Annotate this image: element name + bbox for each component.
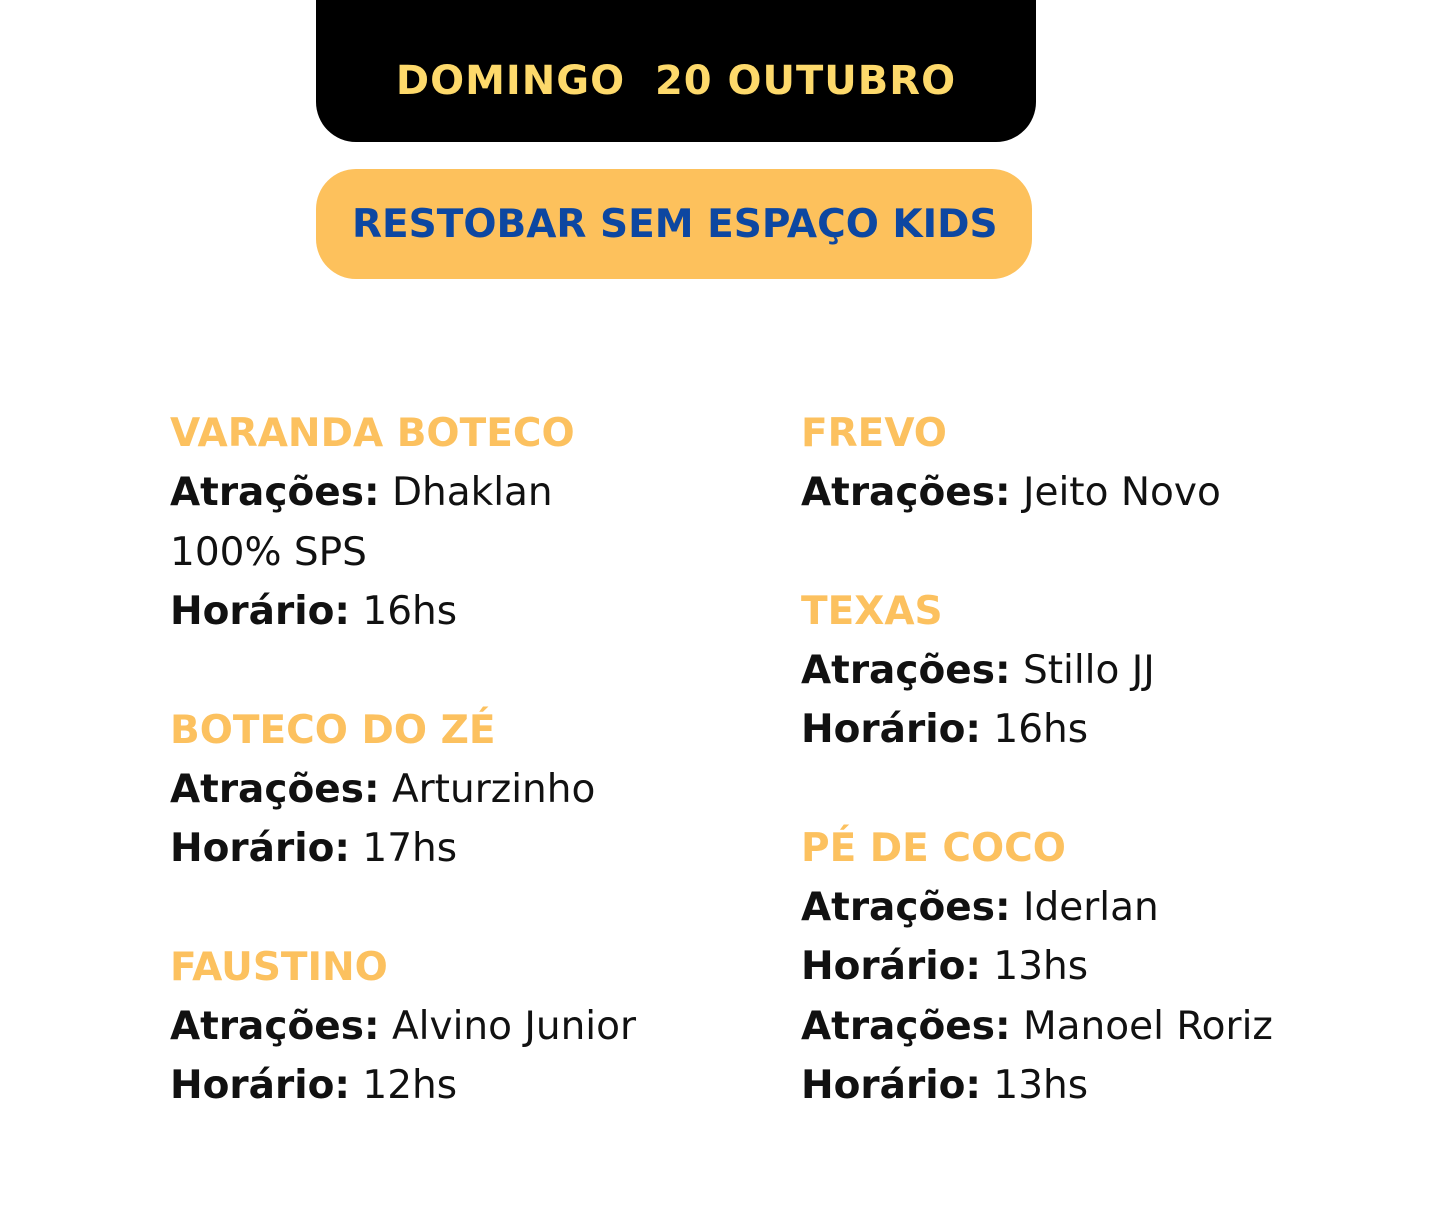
time-value: 12hs — [362, 1063, 458, 1108]
attractions-value: Arturzinho — [391, 766, 596, 812]
time-value: 17hs — [362, 826, 458, 871]
attractions-value: Stillo JJ — [1022, 647, 1155, 693]
attractions-extra-line — [170, 523, 770, 583]
attractions-line — [801, 878, 1401, 938]
venue-name: BOTECO DO ZÉ — [170, 707, 496, 753]
time-label: Horário: — [170, 1063, 350, 1108]
venue-frevo — [801, 404, 1401, 523]
venue-name: PÉ DE COCO — [801, 825, 1066, 871]
venue-varanda-boteco — [170, 404, 770, 642]
attractions-value: Jeito Novo — [1022, 470, 1221, 515]
venue-faustino — [170, 938, 770, 1116]
time-value: 13hs — [993, 944, 1089, 989]
attractions-line — [801, 463, 1401, 523]
time-label: Horário: — [170, 589, 350, 634]
attractions-line — [170, 463, 770, 523]
time-line — [170, 582, 770, 642]
time-line — [801, 700, 1401, 760]
attractions-label: Atrações: — [170, 766, 380, 812]
attractions-line — [801, 641, 1401, 701]
venue-name: FREVO — [801, 411, 947, 456]
attractions-label: Atrações: — [170, 470, 380, 515]
restobar-subtitle: RESTOBAR SEM ESPAÇO KIDS — [352, 201, 998, 247]
attractions-label: Atrações: — [170, 1003, 380, 1049]
attractions-value: Alvino Junior — [391, 1003, 637, 1049]
attractions-label: Atrações: — [801, 884, 1011, 930]
time-value: 16hs — [362, 589, 458, 634]
date-banner — [316, 0, 1036, 142]
venue-boteco-do-ze — [170, 701, 770, 879]
time-value-2: 13hs — [993, 1063, 1089, 1108]
right-column — [801, 404, 1401, 1175]
attractions-value: Dhaklan — [391, 470, 553, 515]
time-label: Horário: — [170, 826, 350, 871]
attractions-line — [170, 760, 770, 820]
attractions-label: Atrações: — [801, 470, 1011, 515]
date-title: DOMINGO 20 OUTUBRO — [395, 58, 957, 104]
attractions-line-2 — [801, 997, 1401, 1057]
venue-name: FAUSTINO — [170, 944, 388, 990]
venue-name: TEXAS — [801, 588, 943, 634]
attractions-label: Atrações: — [801, 1003, 1011, 1049]
time-label: Horário: — [801, 944, 981, 989]
time-line — [801, 937, 1401, 997]
attractions-value-2: Manoel Roriz — [1022, 1003, 1273, 1049]
venue-pe-de-coco — [801, 819, 1401, 1116]
venue-texas — [801, 582, 1401, 760]
time-label: Horário: — [801, 707, 981, 752]
left-column — [170, 404, 770, 1175]
venue-name: VARANDA BOTECO — [170, 411, 575, 456]
time-value: 16hs — [993, 707, 1089, 752]
time-line-2 — [801, 1056, 1401, 1116]
attractions-extra-value: 100% SPS — [170, 529, 367, 575]
time-line — [170, 1056, 770, 1116]
attractions-label: Atrações: — [801, 647, 1011, 693]
attractions-line — [170, 997, 770, 1057]
attractions-value: Iderlan — [1022, 884, 1159, 930]
time-label: Horário: — [801, 1063, 981, 1108]
restobar-pill — [316, 169, 1032, 279]
time-line — [170, 819, 770, 879]
